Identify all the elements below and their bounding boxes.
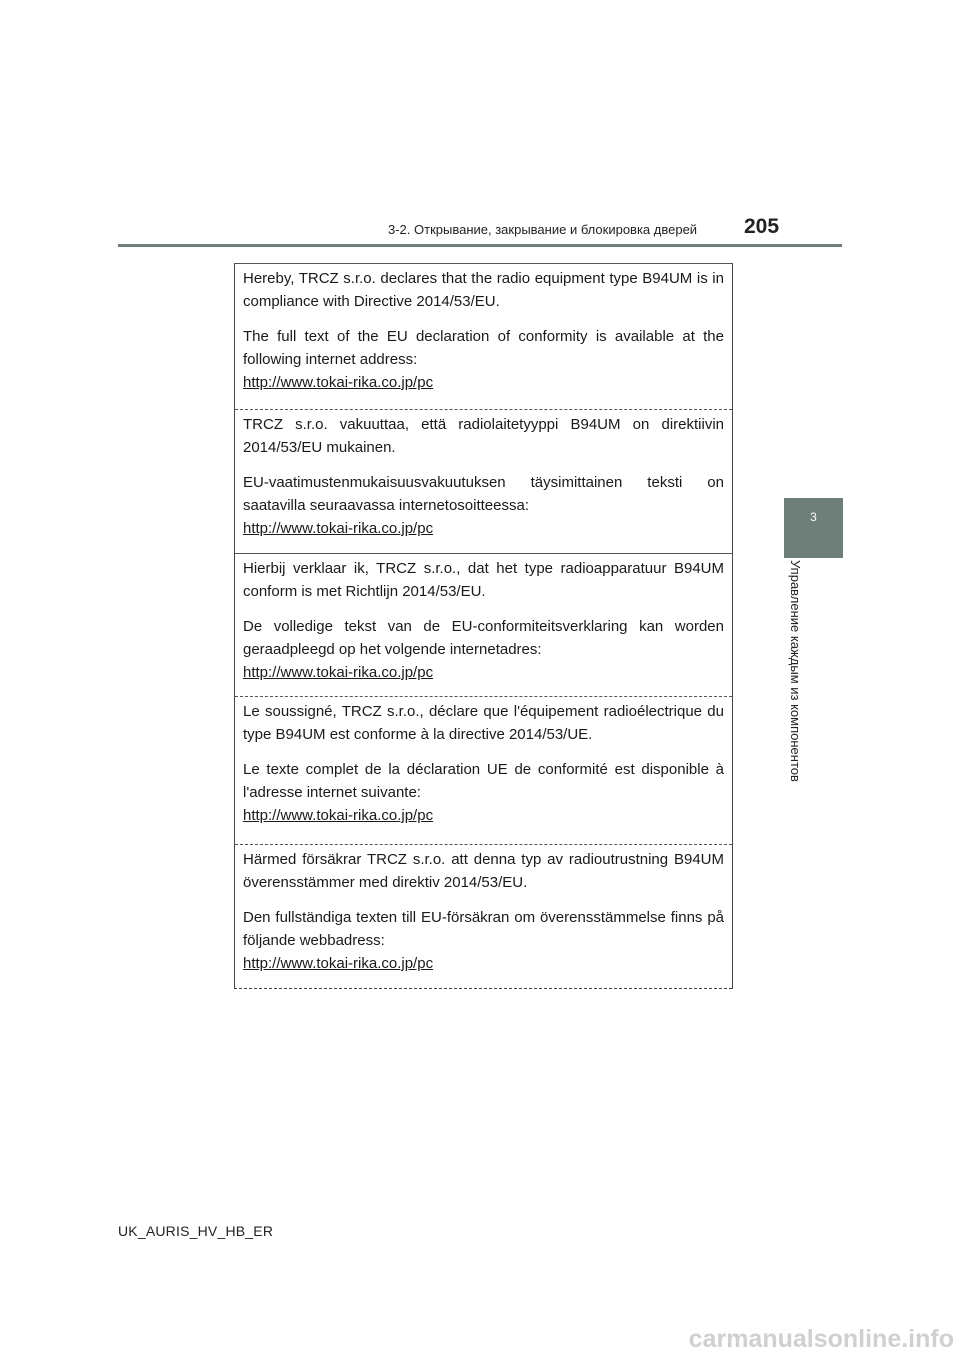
declaration-statement: Hereby, TRCZ s.r.o. declares that the radio equipment type B94UM is in compliance with Directive 2014/53/EU. [243,270,724,310]
section-title: 3-2. Открывание, закрывание и блокировка дверей [388,222,698,237]
declaration-link[interactable]: http://www.tokai-rika.co.jp/pc [243,955,434,972]
header-divider [118,244,842,247]
declaration-availability: Le texte complet de la déclaration UE de conformité est disponible à l'adresse internet suivante: [243,761,724,801]
declaration-box [234,263,733,989]
declaration-availability: The full text of the EU declaration of conformity is available at the following internet address: [243,328,724,368]
chapter-number: 3 [810,510,817,524]
declaration-dutch [235,553,732,696]
document-code: UK_AURIS_HV_HB_ER [118,1223,274,1239]
declaration-availability: De volledige tekst van de EU-conformiteitsverklaring kan worden geraadpleegd op het volgende internetadres: [243,618,724,658]
declaration-availability: EU-vaatimustenmukaisuusvakuutuksen täysimittainen teksti on saatavilla seuraavassa internetosoitteessa: [243,474,724,514]
declaration-statement: Härmed försäkrar TRCZ s.r.o. att denna typ av radioutrustning B94UM överensstämmer med direktiv 2014/53/EU. [243,851,724,891]
declaration-statement: TRCZ s.r.o. vakuuttaa, että radiolaitetyyppi B94UM on direktiivin 2014/53/EU mukainen. [243,416,724,456]
declaration-english [235,263,732,409]
declaration-availability: Den fullständiga texten till EU-försäkran om överensstämmelse finns på följande webbadress: [243,909,724,949]
declaration-link[interactable]: http://www.tokai-rika.co.jp/pc [243,520,434,537]
declaration-swedish [235,844,732,988]
declaration-statement: Hierbij verklaar ik, TRCZ s.r.o., dat het type radioapparatuur B94UM conform is met Richtlijn 2014/53/EU. [243,560,724,600]
page-number: 205 [744,215,780,238]
site-watermark: carmanualsonline.info [584,1320,960,1358]
declaration-box-bottom [234,988,732,989]
declaration-finnish [235,409,732,553]
chapter-title: Управление каждым из компонентов [788,560,803,782]
declaration-link[interactable]: http://www.tokai-rika.co.jp/pc [243,374,434,391]
declaration-french [235,696,732,844]
declaration-link[interactable]: http://www.tokai-rika.co.jp/pc [243,807,434,824]
chapter-tab [784,498,843,558]
declaration-link[interactable]: http://www.tokai-rika.co.jp/pc [243,664,434,681]
declaration-statement: Le soussigné, TRCZ s.r.o., déclare que l'équipement radioélectrique du type B94UM est conforme à la directive 2014/53/UE. [243,703,724,743]
